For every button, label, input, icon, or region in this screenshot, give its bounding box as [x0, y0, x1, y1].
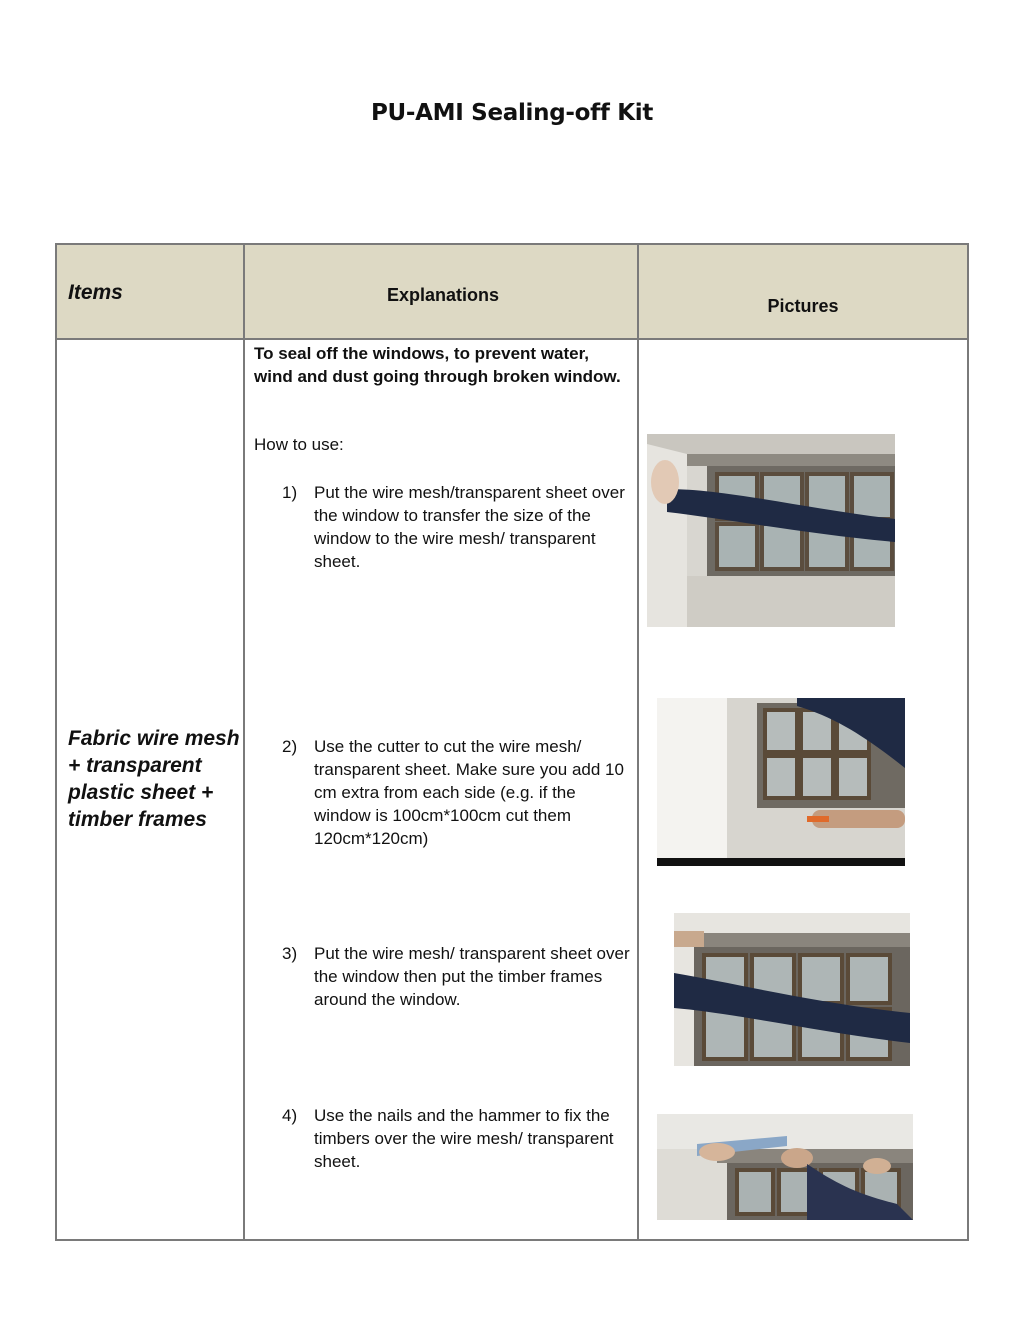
step-text: Put the wire mesh/transparent sheet over the window to transfer the size of the window to the wire mesh/ transparent sheet. [314, 483, 625, 571]
step-number: 4) [282, 1106, 298, 1125]
item-purpose: To seal off the windows, to prevent water, wind and dust going through broken window. [254, 344, 621, 386]
item-name: Fabric wire mesh + transparent plastic sheet + timber frames [68, 727, 240, 831]
step-3-photo [674, 913, 910, 1066]
page-title: PU-AMI Sealing-off Kit [370, 100, 654, 126]
header-explanations: Explanations [386, 285, 500, 305]
step-number: 2) [282, 737, 298, 756]
step-text: Use the cutter to cut the wire mesh/ transparent sheet. Make sure you add 10 cm extra from each side (e.g. if the window is 100cm*100cm cut them 120cm*120cm) [314, 737, 624, 848]
step-number: 3) [282, 944, 298, 963]
step-4-photo [657, 1114, 913, 1220]
table-header-row [57, 245, 967, 340]
step-1-photo [647, 434, 895, 627]
step-number: 1) [282, 483, 298, 502]
kit-table [55, 243, 969, 1241]
header-items: Items [68, 281, 123, 304]
step-2-photo [657, 698, 905, 866]
header-pictures: Pictures [767, 296, 839, 316]
step-text: Put the wire mesh/ transparent sheet over the window then put the timber frames around the window. [314, 944, 630, 1009]
column-divider [637, 245, 639, 1239]
column-divider [243, 245, 245, 1239]
how-to-label: How to use: [254, 435, 344, 454]
step-text: Use the nails and the hammer to fix the timbers over the wire mesh/ transparent sheet. [314, 1106, 614, 1171]
